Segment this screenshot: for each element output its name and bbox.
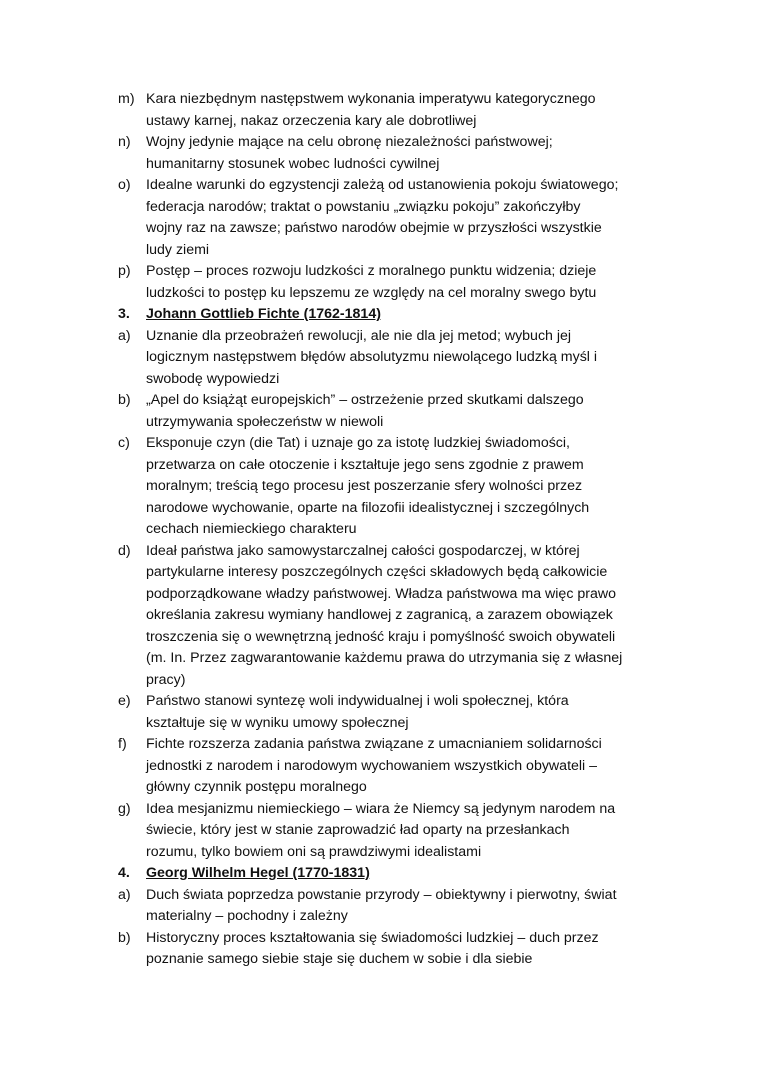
- list-item-text-line: ludy ziemi: [146, 241, 210, 258]
- list-item-text-line: cechach niemieckiego charakteru: [146, 521, 357, 537]
- list-marker: b): [118, 929, 131, 946]
- list-item-text-line: humanitarny stosunek wobec ludności cywilnej: [146, 155, 440, 172]
- list-item-text-line: materialny – pochodny i zależny: [146, 908, 348, 924]
- list-item-text-line: przetwarza on całe otoczenie i kształtuje jego sens zgodnie z prawem: [146, 456, 584, 473]
- list-item-text-line: ustawy karnej, nakaz orzeczenia kary ale dobrotliwej: [146, 112, 477, 129]
- list-marker: m): [118, 91, 135, 107]
- section-heading: [0, 304, 760, 326]
- list-item: [0, 734, 760, 799]
- list-item-text-line: Idealne warunki do egzystencji zależą od ustanowienia pokoju światowego;: [146, 177, 619, 193]
- list-item-text-line: Państwo stanowi syntezę woli indywidualnej i woli społecznej, która: [146, 693, 569, 709]
- list-item: [0, 433, 760, 541]
- document-body: [0, 89, 760, 971]
- list-item-text-line: moralnym; treścią tego procesu jest poszerzanie sfery wolności przez: [146, 478, 583, 494]
- list-marker: p): [118, 263, 131, 279]
- list-marker: d): [118, 542, 131, 559]
- list-item: [0, 132, 760, 175]
- list-item: [0, 928, 760, 971]
- section-title: Johann Gottlieb Fichte (1762-1814): [146, 306, 381, 322]
- list-item-text-line: logicznym następstwem błędów absolutyzmu niewolącego ludzką myśl i: [146, 349, 598, 365]
- list-item-text-line: Idea mesjanizmu niemieckiego – wiara że Niemcy są jedynym narodem na: [146, 800, 616, 817]
- list-item-text-line: Wojny jedynie mające na celu obronę niezależności państwowej;: [146, 134, 553, 150]
- list-item: [0, 326, 760, 391]
- list-item-text-line: pracy): [146, 671, 186, 688]
- list-item-text-line: partykularne interesy poszczególnych części składowych będą całkowicie: [146, 564, 608, 580]
- list-marker: a): [118, 327, 131, 344]
- list-item-text-line: Fichte rozszerza zadania państwa związane z umacnianiem solidarności: [146, 736, 602, 752]
- list-item-text-line: Uznanie dla przeobrażeń rewolucji, ale nie dla jej metod; wybuch jej: [146, 327, 572, 344]
- list-item-text-line: ludzkości to postęp ku lepszemu ze względy na cel moralny swego bytu: [146, 284, 597, 301]
- list-item-text-line: „Apel do książąt europejskich” – ostrzeżenie przed skutkami dalszego: [146, 392, 584, 408]
- list-item-text-line: rozumu, tylko bowiem oni są prawdziwymi idealistami: [146, 843, 482, 860]
- list-item-text-line: utrzymywania społeczeństw w niewoli: [146, 413, 384, 430]
- list-marker: f): [118, 736, 127, 752]
- section-title: Georg Wilhelm Hegel (1770-1831): [146, 865, 370, 881]
- list-item-text-line: troszczenia się o wewnętrzną jedność kraju i pomyślność swoich obywateli: [146, 628, 616, 645]
- list-item-text-line: Eksponuje czyn (die Tat) i uznaje go za istotę ludzkiej świadomości,: [146, 435, 570, 451]
- list-item-text-line: narodowe wychowanie, oparte na filozofii idealistycznej i szczególnych: [146, 499, 590, 516]
- list-marker: e): [118, 693, 131, 709]
- list-item: [0, 541, 760, 692]
- list-item-text-line: federacja narodów; traktat o powstaniu „związku pokoju” zakończyłby: [146, 198, 581, 215]
- list-item: [0, 691, 760, 734]
- section-heading: [0, 863, 760, 885]
- list-item-text-line: podporządkowane władzy państwowej. Władza państwowa ma więc prawo: [146, 585, 617, 602]
- section-number: 3.: [118, 306, 130, 322]
- list-item-text-line: kształtuje się w wyniku umowy społecznej: [146, 714, 409, 731]
- list-marker: n): [118, 134, 131, 150]
- list-marker: b): [118, 392, 131, 408]
- list-item-text-line: Kara niezbędnym następstwem wykonania imperatywu kategorycznego: [146, 91, 596, 107]
- list-item-text-line: jednostki z narodem i narodowym wychowaniem wszystkich obywateli –: [146, 757, 598, 774]
- list-item-text-line: swobodę wypowiedzi: [146, 370, 280, 387]
- list-item: [0, 390, 760, 433]
- list-item-text-line: wojny raz na zawsze; państwo narodów obejmie w przyszłości wszystkie: [146, 220, 602, 236]
- list-item-text-line: (m. In. Przez zagwarantowanie każdemu prawa do utrzymania się z własnej: [146, 650, 623, 666]
- list-marker: o): [118, 177, 131, 193]
- list-item: [0, 799, 760, 864]
- list-item: [0, 175, 760, 261]
- list-marker: c): [118, 435, 130, 451]
- list-item-text-line: poznanie samego siebie staje się duchem w sobie i dla siebie: [146, 951, 533, 967]
- list-item-text-line: Postęp – proces rozwoju ludzkości z moralnego punktu widzenia; dzieje: [146, 263, 597, 279]
- list-marker: a): [118, 886, 131, 903]
- list-item-text-line: Duch świata poprzedza powstanie przyrody – obiektywny i pierwotny, świat: [146, 886, 617, 903]
- list-marker: g): [118, 800, 131, 817]
- list-item-text-line: Historyczny proces kształtowania się świadomości ludzkiej – duch przez: [146, 929, 599, 946]
- list-item-text-line: główny czynnik postępu moralnego: [146, 779, 367, 795]
- list-item: [0, 885, 760, 928]
- section-number: 4.: [118, 865, 130, 881]
- list-item-text-line: świecie, który jest w stanie zaprowadzić ład oparty na przesłankach: [146, 822, 570, 838]
- list-item-text-line: Ideał państwa jako samowystarczalnej całości gospodarczej, w której: [146, 542, 580, 559]
- list-item-text-line: określania zakresu wymiany handlowej z zagranicą, a zarazem obowiązek: [146, 607, 613, 623]
- list-item: [0, 89, 760, 132]
- list-item: [0, 261, 760, 304]
